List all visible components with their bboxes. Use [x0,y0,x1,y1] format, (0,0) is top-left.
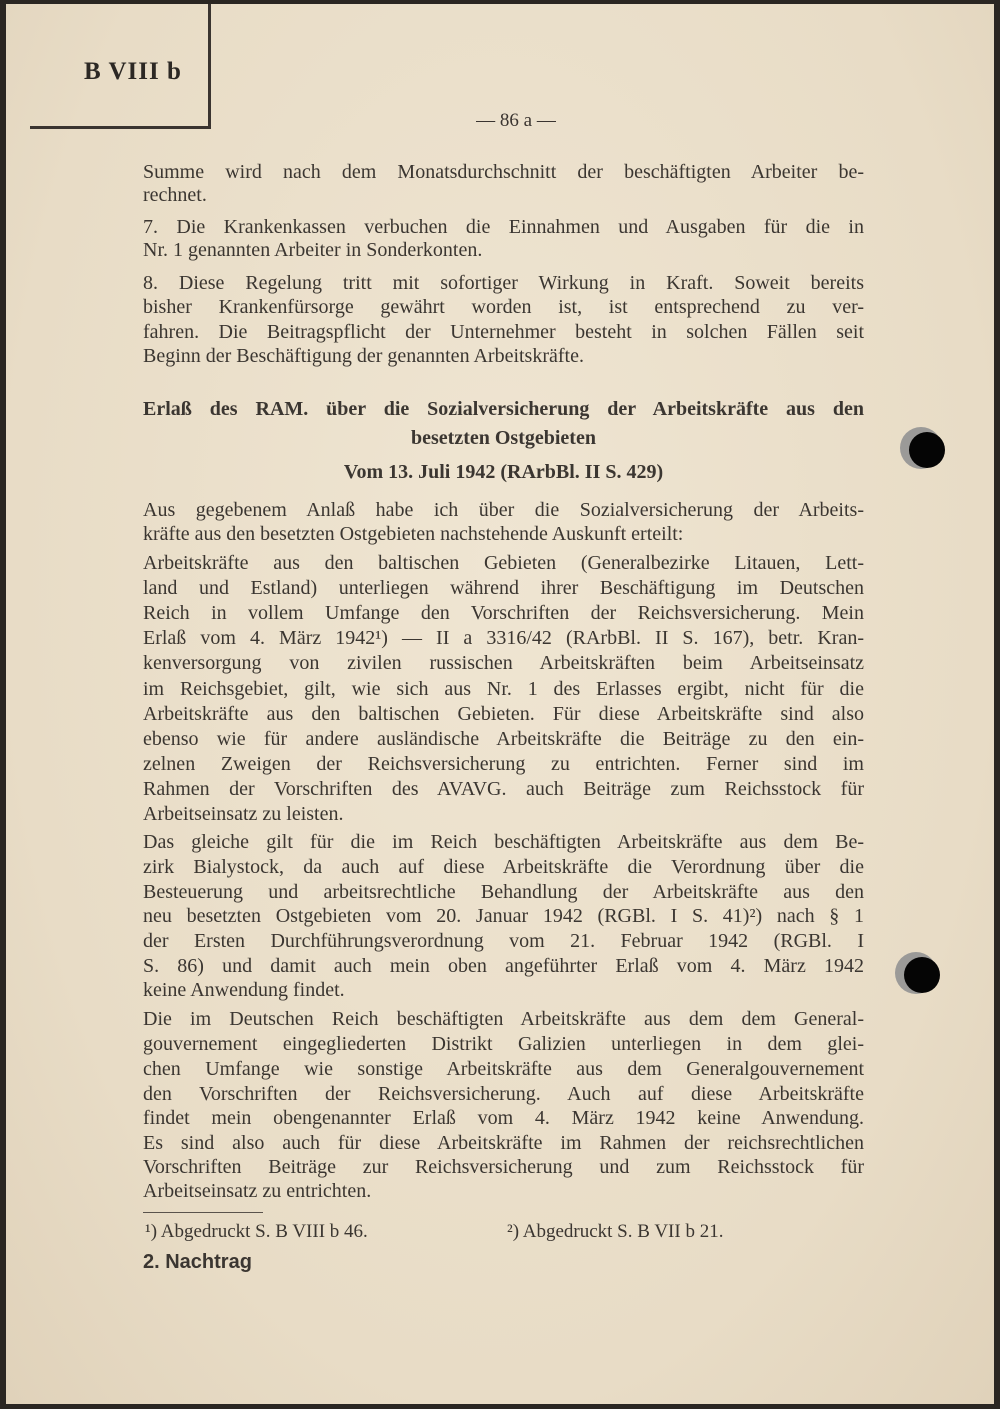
text-line: Nr. 1 genannten Arbeiter in Sonderkonten. [143,239,483,261]
decree-date: Vom 13. Juli 1942 (RArbBl. II S. 429) [343,461,664,483]
footnote-divider [143,1212,263,1213]
text-line: Reich in vollem Umfange den Vorschriften der Reichsversicherung. Mein [143,602,864,624]
text-line: Arbeitseinsatz zu leisten. [143,803,344,825]
text-line: kenversorgung von zivilen russischen Arbeitskräften beim Arbeitseinsatz [143,652,864,674]
text-line: chen Umfange wie sonstige Arbeitskräfte aus dem Generalgouvernement [143,1058,864,1080]
text-line: bisher Krankenfürsorge gewährt worden ist, ist entsprechend zu ver- [143,296,864,318]
text-line: Es sind also auch für diese Arbeitskräfte im Rahmen der reichsrechtlichen [143,1132,864,1154]
text-line: Rahmen der Vorschriften des AVAVG. auch Beiträge zum Reichsstock für [143,778,864,800]
footnote-2: ²) Abgedruckt S. B VII b 21. [507,1221,724,1242]
text-line: Arbeitseinsatz zu entrichten. [143,1180,372,1202]
text-line: land und Estland) unterliegen während ihrer Beschäftigung im Deutschen [143,577,864,599]
text-line: rechnet. [143,184,207,206]
text-line: ebenso wie für andere ausländische Arbeitskräfte die Beiträge zu den ein- [143,728,864,750]
text-line: zelnen Zweigen der Reichsversicherung zu entrichten. Ferner sind im [143,753,864,775]
supplement-label: 2. Nachtrag [143,1251,252,1273]
text-line: Erlaß vom 4. März 1942¹) — II a 3316/42 (RArbBl. II S. 167), betr. Kran- [143,627,864,649]
text-line: gouvernement eingegliederten Distrikt Galizien unterliegen in dem glei- [143,1033,864,1055]
text-line: zirk Bialystock, da auch auf diese Arbeitskräfte die Verordnung über die [143,856,864,878]
page-number: — 86 a — [476,110,556,131]
text-line: Das gleiche gilt für die im Reich beschäftigten Arbeitskräfte aus dem Be- [143,831,864,853]
text-line: S. 86) und damit auch mein oben angeführter Erlaß vom 4. März 1942 [143,955,864,977]
text-line: 8. Diese Regelung tritt mit sofortiger Wirkung in Kraft. Soweit bereits [143,272,864,294]
text-line: den Vorschriften der Reichsversicherung. Auch auf diese Arbeitskräfte [143,1083,864,1105]
text-line: Besteuerung und arbeitsrechtliche Behandlung der Arbeitskräfte aus den [143,881,864,903]
text-line: der Ersten Durchführungsverordnung vom 21. Februar 1942 (RGBl. I [143,930,864,952]
text-line: Arbeitskräfte aus den baltischen Gebieten (Generalbezirke Litauen, Lett- [143,552,864,574]
punch-hole [909,432,945,468]
text-line: Summe wird nach dem Monatsdurchschnitt der beschäftigten Arbeiter be- [143,161,864,183]
decree-title-line: Erlaß des RAM. über die Sozialversicherung der Arbeitskräfte aus den [143,398,864,420]
text-line: findet mein obengenannter Erlaß vom 4. März 1942 keine Anwendung. [143,1107,864,1129]
text-line: 7. Die Krankenkassen verbuchen die Einnahmen und Ausgaben für die in [143,216,864,238]
text-line: kräfte aus den besetzten Ostgebieten nachstehende Auskunft erteilt: [143,523,684,545]
text-line: Vorschriften Beiträge zur Reichsversicherung und zum Reichsstock für [143,1156,864,1178]
text-line: Aus gegebenem Anlaß habe ich über die Sozialversicherung der Arbeits- [143,499,864,521]
text-line: Arbeitskräfte aus den baltischen Gebieten. Für diese Arbeitskräfte sind also [143,703,864,725]
text-line: neu besetzten Ostgebieten vom 20. Januar 1942 (RGBl. I S. 41)²) nach § 1 [143,905,864,927]
decree-title-line: besetzten Ostgebieten [411,427,596,449]
text-line: Beginn der Beschäftigung der genannten Arbeitskräfte. [143,345,584,367]
text-line: fahren. Die Beitragspflicht der Unternehmer besteht in solchen Fällen seit [143,321,864,343]
footnote-1: ¹) Abgedruckt S. B VIII b 46. [145,1221,368,1242]
section-label: B VIII b [84,58,182,85]
text-line: keine Anwendung findet. [143,979,345,1001]
punch-hole [904,957,940,993]
text-line: Die im Deutschen Reich beschäftigten Arbeitskräfte aus dem dem General- [143,1008,864,1030]
text-line: im Reichsgebiet, gilt, wie sich aus Nr. 1 des Erlasses ergibt, nicht für die [143,678,864,700]
